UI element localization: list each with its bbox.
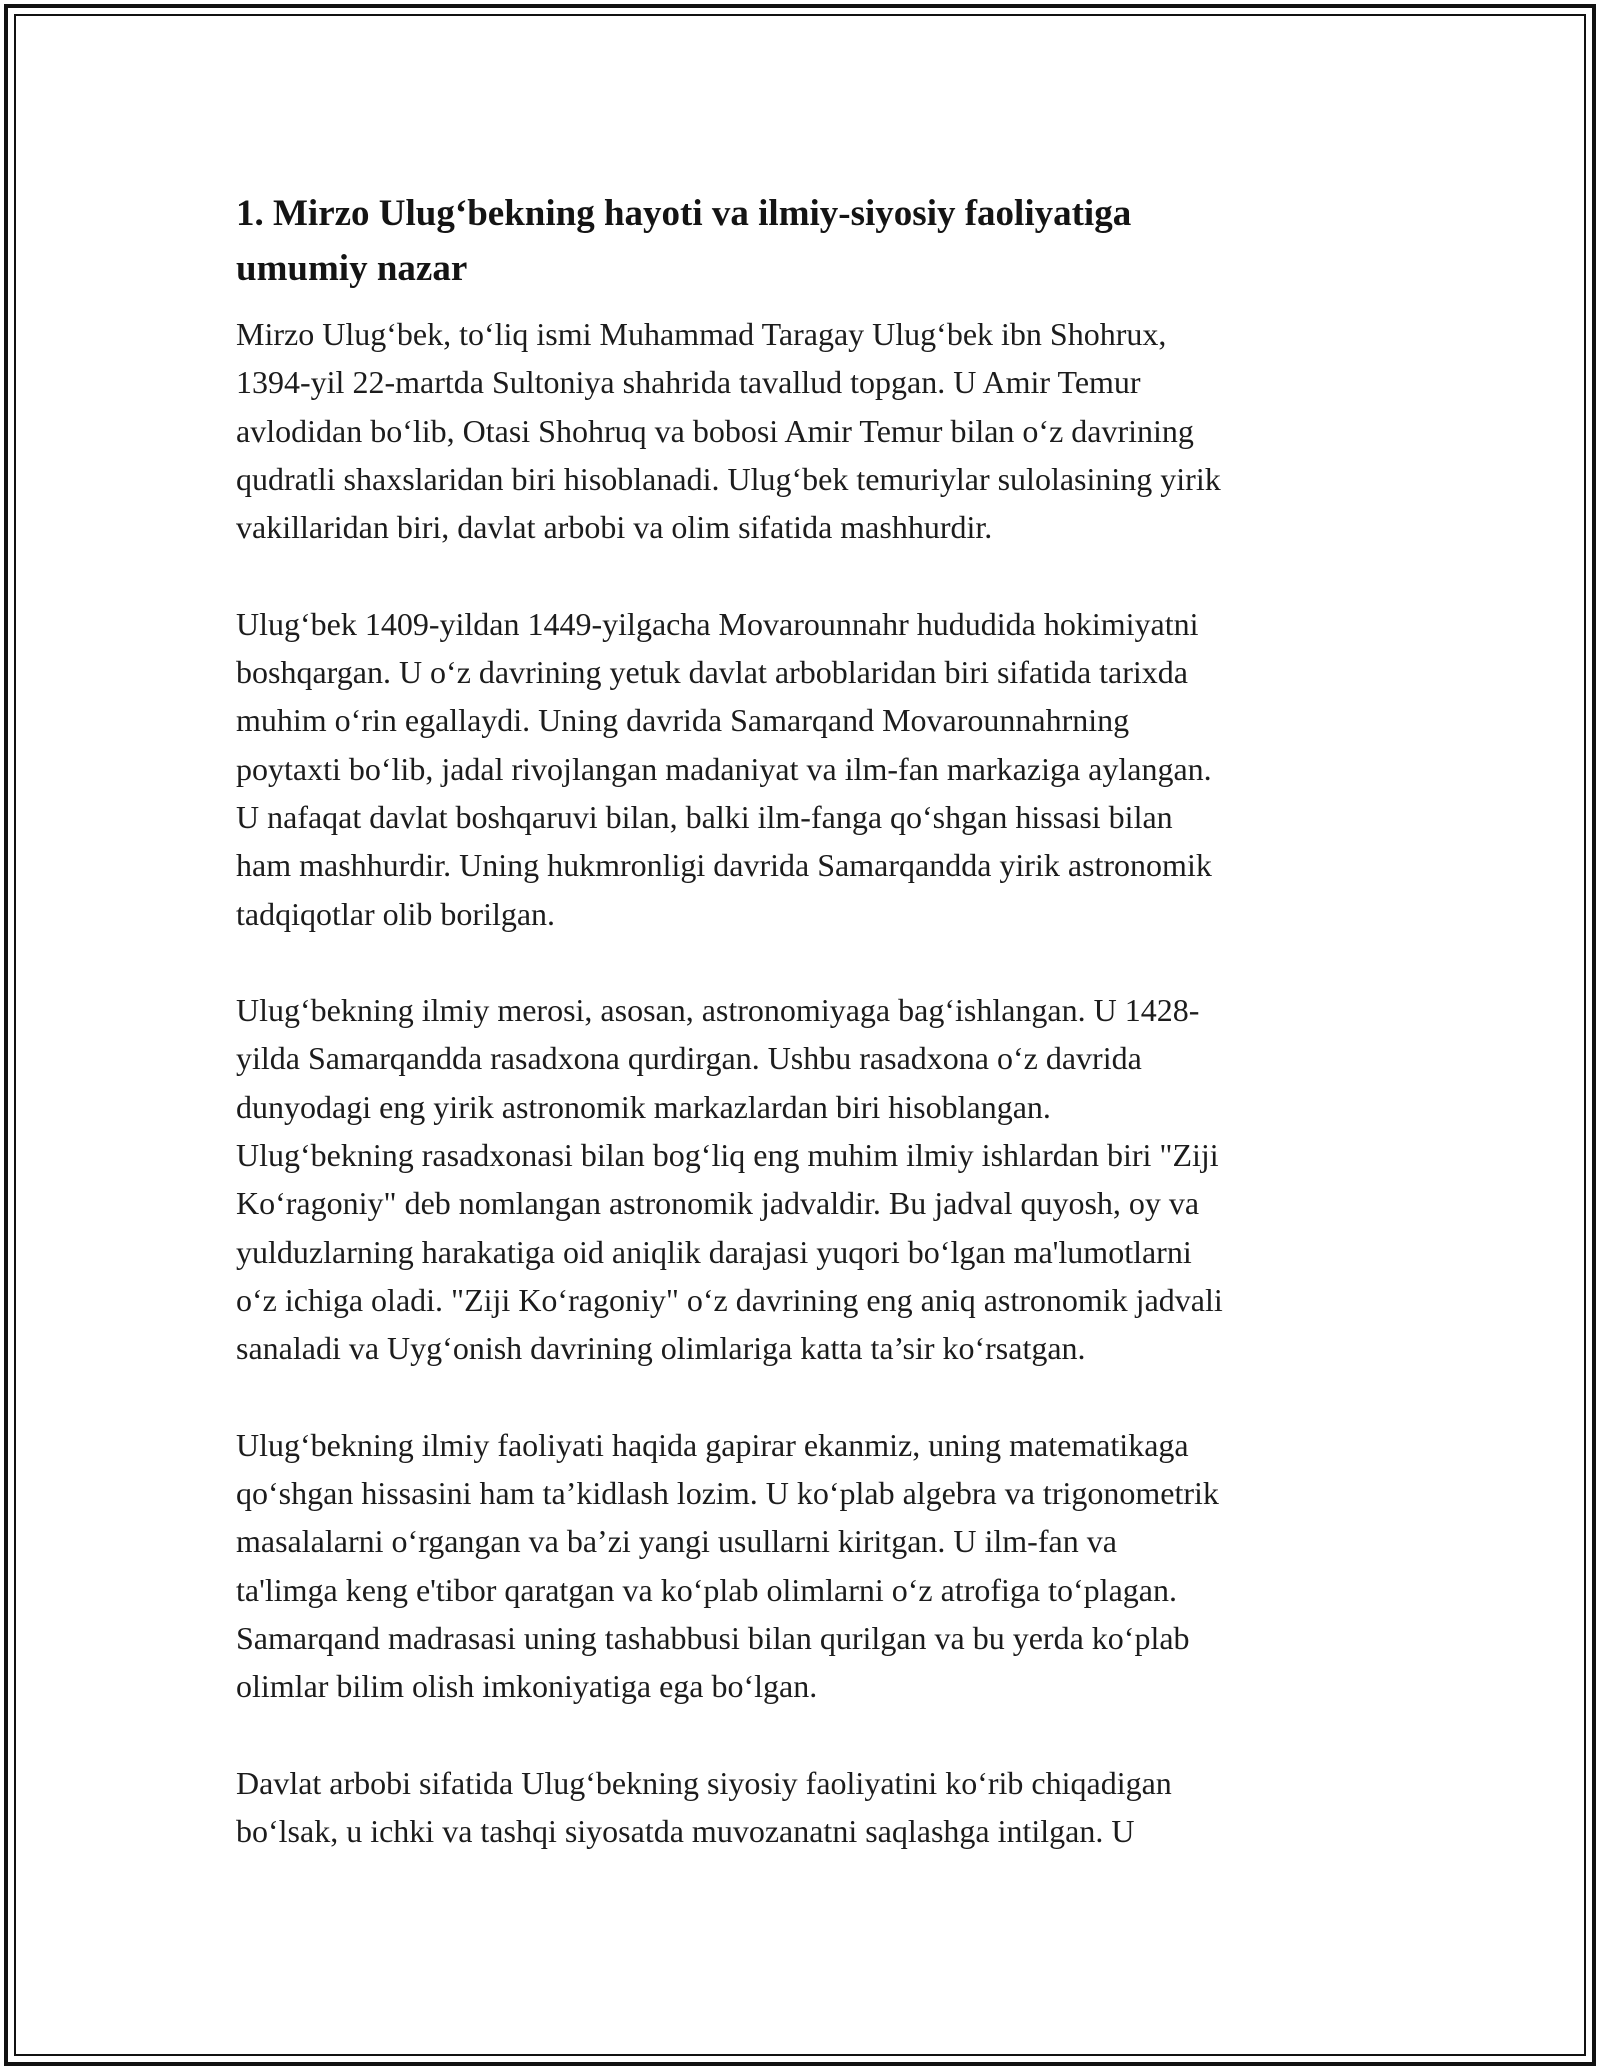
paragraph-line: Davlat arbobi sifatida Ulug‘bekning siyosiy faoliyatini ko‘rib chiqadigan (236, 1764, 1172, 1801)
paragraph-line: Ulug‘bek 1409-yildan 1449-yilgacha Movarounnahr hududida hokimiyatni (236, 605, 1199, 642)
paragraph-line: qo‘shgan hissasini ham ta’kidlash lozim. U ko‘plab algebra va trigonometrik (236, 1475, 1219, 1512)
paragraph-line: poytaxti bo‘lib, jadal rivojlangan madaniyat va ilm-fan markaziga aylangan. (236, 750, 1212, 787)
paragraph-line: yulduzlarning harakatiga oid aniqlik darajasi yuqori bo‘lgan ma'lumotlarni (236, 1233, 1192, 1270)
heading-line: umumiy nazar (236, 248, 468, 289)
paragraph-mathematics (236, 1421, 1376, 1711)
paragraph-line: tadqiqotlar olib borilgan. (236, 895, 556, 932)
paragraph-line: ta'limga keng e'tibor qaratgan va ko‘plab olimlarni o‘z atrofiga to‘plagan. (236, 1571, 1177, 1608)
paragraph-line: Ulug‘bekning rasadxonasi bilan bog‘liq eng muhim ilmiy ishlardan biri "Ziji (236, 1137, 1219, 1174)
paragraph-line: masalalarni o‘rgangan va ba’zi yangi usullarni kiritgan. U ilm-fan va (236, 1523, 1117, 1560)
paragraph-astronomy (236, 986, 1376, 1372)
document-body (236, 186, 1376, 1856)
section-heading (236, 186, 1376, 296)
paragraph-line: bo‘lsak, u ichki va tashqi siyosatda muvozanatni saqlashga intilgan. U (236, 1813, 1135, 1850)
paragraph-line: sanaladi va Uyg‘onish davrining olimlariga katta ta’sir ko‘rsatgan. (236, 1330, 1086, 1367)
paragraph-line: U nafaqat davlat boshqaruvi bilan, balki ilm-fanga qo‘shgan hissasi bilan (236, 798, 1173, 835)
paragraph-politics (236, 1759, 1376, 1856)
paragraph-line: Mirzo Ulug‘bek, to‘liq ismi Muhammad Taragay Ulug‘bek ibn Shohrux, (236, 316, 1167, 352)
paragraph-line: avlodidan bo‘lib, Otasi Shohruq va bobosi Amir Temur bilan o‘z davrining (236, 412, 1194, 449)
paragraph-line: 1394-yil 22-martda Sultoniya shahrida tavallud topgan. U Amir Temur (236, 364, 1141, 401)
paragraph-line: muhim o‘rin egallaydi. Uning davrida Samarqand Movarounnahrning (236, 702, 1130, 739)
paragraph-line: boshqargan. U o‘z davrining yetuk davlat arboblaridan biri sifatida tarixda (236, 654, 1188, 691)
heading-line: 1. Mirzo Ulug‘bekning hayoti va ilmiy-siyosiy faoliyatiga (236, 193, 1132, 234)
paragraph-line: dunyodagi eng yirik astronomik markazlardan biri hisoblangan. (236, 1088, 1051, 1125)
paragraph-line: qudratli shaxslaridan biri hisoblanadi. Ulug‘bek temuriylar sulolasining yirik (236, 460, 1221, 497)
paragraph-line: Samarqand madrasasi uning tashabbusi bilan qurilgan va bu yerda ko‘plab (236, 1620, 1190, 1657)
paragraph-rule (236, 600, 1376, 938)
paragraph-line: Ulug‘bekning ilmiy faoliyati haqida gapirar ekanmiz, uning matematikaga (236, 1426, 1189, 1463)
paragraph-biography (236, 310, 1376, 551)
paragraph-line: Ulug‘bekning ilmiy merosi, asosan, astronomiyaga bag‘ishlangan. U 1428- (236, 992, 1200, 1029)
paragraph-line: ham mashhurdir. Uning hukmronligi davrida Samarqandda yirik astronomik (236, 847, 1212, 884)
paragraph-line: vakillaridan biri, davlat arbobi va olim sifatida mashhurdir. (236, 509, 993, 546)
paragraph-line: Ko‘ragoniy" deb nomlangan astronomik jadvaldir. Bu jadval quyosh, oy va (236, 1185, 1200, 1222)
paragraph-line: yilda Samarqandda rasadxona qurdirgan. Ushbu rasadxona o‘z davrida (236, 1040, 1142, 1077)
paragraph-line: olimlar bilim olish imkoniyatiga ega bo‘lgan. (236, 1668, 818, 1705)
paragraph-line: o‘z ichiga oladi. "Ziji Ko‘ragoniy" o‘z davrining eng aniq astronomik jadvali (236, 1281, 1223, 1318)
